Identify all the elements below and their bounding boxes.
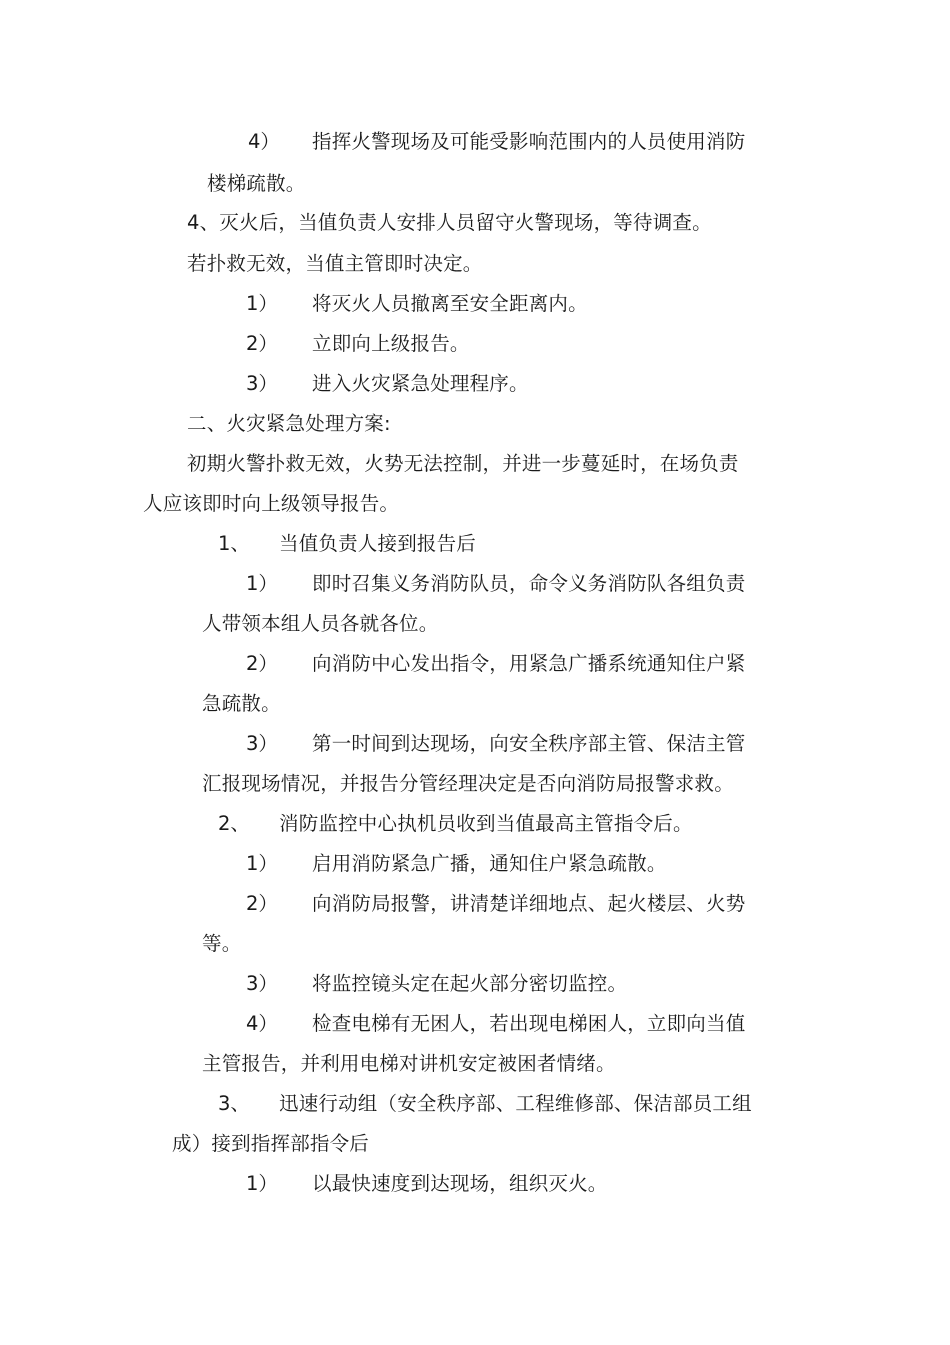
text-line: 楼梯疏散。 <box>207 172 306 195</box>
list-number: 4） <box>246 1012 278 1035</box>
text-line: 初期火警扑救无效，火势无法控制，并进一步蔓延时，在场负责 <box>187 452 739 475</box>
text-line: 成）接到指挥部指令后 <box>172 1132 370 1155</box>
text-line: 将监控镜头定在起火部分密切监控。 <box>312 972 628 995</box>
text-line: 第一时间到达现场，向安全秩序部主管、保洁主管 <box>312 732 746 755</box>
text-line: 4、灭火后，当值负责人安排人员留守火警现场，等待调查。 <box>187 211 712 234</box>
text-line: 检查电梯有无困人，若出现电梯困人，立即向当值 <box>312 1012 746 1035</box>
list-number: 2） <box>246 332 278 355</box>
list-number: 1） <box>246 1172 278 1195</box>
list-number: 1） <box>246 292 278 315</box>
list-number: 3、 <box>218 1092 250 1115</box>
text-line: 人应该即时向上级领导报告。 <box>143 492 400 515</box>
text-line: 指挥火警现场及可能受影响范围内的人员使用消防 <box>312 130 746 153</box>
text-line: 当值负责人接到报告后 <box>279 532 477 555</box>
text-line: 向消防局报警，讲清楚详细地点、起火楼层、火势 <box>312 892 746 915</box>
text-line: 急疏散。 <box>202 692 281 715</box>
list-number: 3） <box>246 972 278 995</box>
text-line: 消防监控中心执机员收到当值最高主管指令后。 <box>279 812 693 835</box>
section-heading: 二、火灾紧急处理方案: <box>187 412 391 435</box>
text-line: 向消防中心发出指令，用紧急广播系统通知住户紧 <box>312 652 746 675</box>
text-line: 汇报现场情况，并报告分管经理决定是否向消防局报警求救。 <box>202 772 734 795</box>
list-number: 1） <box>246 852 278 875</box>
list-number: 1） <box>246 572 278 595</box>
text-line: 立即向上级报告。 <box>312 332 470 355</box>
list-number: 3） <box>246 732 278 755</box>
list-number: 2） <box>246 892 278 915</box>
text-line: 人带领本组人员各就各位。 <box>202 612 439 635</box>
text-line: 主管报告，并利用电梯对讲机安定被困者情绪。 <box>202 1052 616 1075</box>
text-line: 即时召集义务消防队员，命令义务消防队各组负责 <box>312 572 746 595</box>
list-number: 1、 <box>218 532 250 555</box>
text-line: 以最快速度到达现场，组织灭火。 <box>312 1172 608 1195</box>
list-number: 2） <box>246 652 278 675</box>
text-line: 若扑救无效，当值主管即时决定。 <box>187 252 483 275</box>
text-line: 等。 <box>202 932 242 955</box>
text-line: 启用消防紧急广播，通知住户紧急疏散。 <box>312 852 667 875</box>
list-number: 2、 <box>218 812 250 835</box>
list-number: 3） <box>246 372 278 395</box>
list-number: 4） <box>248 130 280 153</box>
text-line: 进入火灾紧急处理程序。 <box>312 372 529 395</box>
text-line: 将灭火人员撤离至安全距离内。 <box>312 292 588 315</box>
text-line: 迅速行动组（安全秩序部、工程维修部、保洁部员工组 <box>279 1092 752 1115</box>
